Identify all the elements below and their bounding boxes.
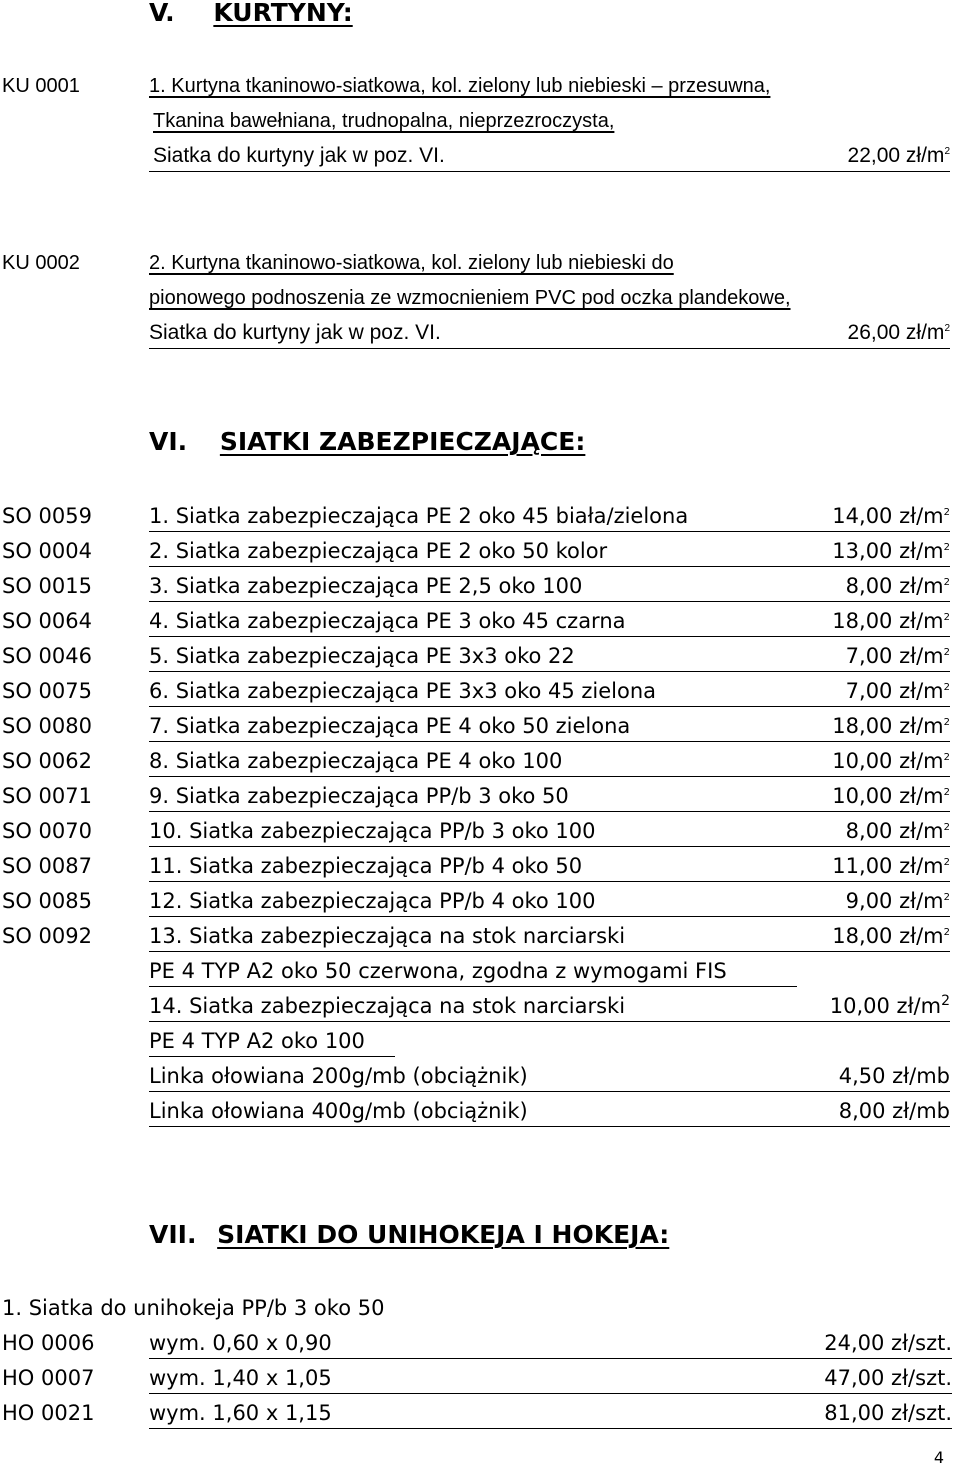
- page-number: 4: [933, 1448, 944, 1467]
- item-code: SO 0046: [2, 644, 92, 668]
- item-code: HO 0021: [2, 1401, 95, 1425]
- item-row: [149, 1330, 952, 1359]
- section-vi-title: SIATKI ZABEZPIECZAJĄCE:: [219, 427, 586, 456]
- item-price: 4,50 zł/mb: [838, 1064, 950, 1088]
- item-price-row: [149, 320, 950, 349]
- item-row: [149, 573, 950, 602]
- section-v-heading: [149, 0, 353, 28]
- item-label: 13. Siatka zabezpieczająca na stok narciarski: [149, 924, 626, 948]
- item-label: Linka ołowiana 400g/mb (obciążnik): [149, 1099, 528, 1123]
- item-price: 24,00 zł/szt.: [824, 1331, 952, 1355]
- item-row: [149, 538, 950, 567]
- section-vi-number: VI.: [149, 427, 188, 456]
- item-code: SO 0087: [2, 854, 92, 878]
- section-vii-heading: [149, 1220, 669, 1250]
- item-line: 1. Kurtyna tkaninowo-siatkowa, kol. zielony lub niebieski – przesuwna,: [149, 75, 771, 97]
- item-label: 7. Siatka zabezpieczająca PE 4 oko 50 zielona: [149, 714, 631, 738]
- item-price: 8,00 $zł/m^2$: [845, 574, 950, 598]
- item-label: PE 4 TYP A2 oko 100: [149, 1029, 365, 1053]
- item-label: 3. Siatka zabezpieczająca PE 2,5 oko 100: [149, 574, 583, 598]
- item-price: 9,00 $zł/m^2$: [845, 889, 950, 913]
- item-price: 13,00 $zł/m^2$: [832, 539, 950, 563]
- item-row: [149, 853, 950, 882]
- item-line: Tkanina bawełniana, trudnopalna, nieprzezroczysta,: [153, 110, 615, 132]
- item-line: 2. Kurtyna tkaninowo-siatkowa, kol. zielony lub niebieski do: [149, 252, 674, 274]
- item-label: wym. 1,60 x 1,15: [149, 1401, 332, 1425]
- item-price: 22,00 $zł/m^2$: [847, 144, 950, 167]
- item-price: 47,00 zł/szt.: [824, 1366, 952, 1390]
- section-vii-number: VII.: [149, 1220, 197, 1249]
- item-row: [149, 1063, 950, 1092]
- item-row: [149, 713, 950, 742]
- item-price: 7,00 $zł/m^2$: [845, 679, 950, 703]
- item-label: 6. Siatka zabezpieczająca PE 3x3 oko 45 zielona: [149, 679, 657, 703]
- item-code: KU 0002: [2, 252, 80, 274]
- section-vii-title: SIATKI DO UNIHOKEJA I HOKEJA:: [217, 1220, 670, 1249]
- item-row: [149, 783, 950, 812]
- item-code: SO 0015: [2, 574, 92, 598]
- item-row: [149, 643, 950, 672]
- subheading: 1. Siatka do unihokeja PP/b 3 oko 50: [2, 1296, 385, 1320]
- item-price: 18,00 $zł/m^2$: [832, 714, 950, 738]
- item-code: SO 0071: [2, 784, 92, 808]
- item-continuation-row: [149, 958, 797, 987]
- item-code: SO 0064: [2, 609, 92, 633]
- item-price: 7,00 $zł/m^2$: [845, 644, 950, 668]
- item-code: SO 0092: [2, 924, 92, 948]
- item-row: [149, 748, 950, 777]
- item-label: 8. Siatka zabezpieczająca PE 4 oko 100: [149, 749, 563, 773]
- item-label: wym. 1,40 x 1,05: [149, 1366, 332, 1390]
- item-code: SO 0080: [2, 714, 92, 738]
- item-row: [149, 503, 950, 532]
- item-price: 10,00 $zł/m^2$: [832, 749, 950, 773]
- item-code: HO 0007: [2, 1366, 95, 1390]
- item-row: [149, 1365, 952, 1394]
- item-label: 10. Siatka zabezpieczająca PP/b 3 oko 100: [149, 819, 596, 843]
- item-code: KU 0001: [2, 75, 80, 97]
- item-code: SO 0075: [2, 679, 92, 703]
- section-v-title: KURTYNY:: [213, 0, 353, 27]
- item-price: 26,00 $zł/m^2$: [847, 321, 950, 344]
- item-price: 18,00 $zł/m^2$: [832, 609, 950, 633]
- item-row: [149, 888, 950, 917]
- section-v-number: V.: [149, 0, 175, 27]
- item-row: [149, 993, 950, 1022]
- item-price-row: [149, 143, 950, 172]
- item-continuation-row: [149, 1028, 395, 1057]
- item-label: Linka ołowiana 200g/mb (obciążnik): [149, 1064, 528, 1088]
- item-label: wym. 0,60 x 0,90: [149, 1331, 332, 1355]
- item-label: 14. Siatka zabezpieczająca na stok narciarski: [149, 994, 626, 1018]
- item-line: Siatka do kurtyny jak w poz. VI.: [153, 144, 445, 167]
- item-code: SO 0059: [2, 504, 92, 528]
- item-line: Siatka do kurtyny jak w poz. VI.: [149, 321, 441, 344]
- item-price: 8,00 $zł/m^2$: [845, 819, 950, 843]
- item-label: 5. Siatka zabezpieczająca PE 3x3 oko 22: [149, 644, 575, 668]
- item-row: [149, 678, 950, 707]
- item-row: [149, 923, 950, 952]
- item-price: 10,00 $zł/m^2$: [832, 784, 950, 808]
- item-price: 10,00 $zł/m^2$: [829, 993, 950, 1018]
- item-label: 2. Siatka zabezpieczająca PE 2 oko 50 kolor: [149, 539, 608, 563]
- item-price: 81,00 zł/szt.: [824, 1401, 952, 1425]
- item-row: [149, 608, 950, 637]
- item-code: SO 0062: [2, 749, 92, 773]
- item-label: 9. Siatka zabezpieczająca PP/b 3 oko 50: [149, 784, 569, 808]
- item-code: SO 0070: [2, 819, 92, 843]
- item-row: [149, 1098, 950, 1127]
- item-code: SO 0085: [2, 889, 92, 913]
- item-row: [149, 1400, 952, 1429]
- item-price: 18,00 $zł/m^2$: [832, 924, 950, 948]
- item-price: 8,00 zł/mb: [838, 1099, 950, 1123]
- item-label: PE 4 TYP A2 oko 50 czerwona, zgodna z wymogami FIS: [149, 959, 727, 983]
- item-label: 1. Siatka zabezpieczająca PE 2 oko 45 biała/zielona: [149, 504, 689, 528]
- item-label: 11. Siatka zabezpieczająca PP/b 4 oko 50: [149, 854, 583, 878]
- item-code: HO 0006: [2, 1331, 95, 1355]
- section-vi-heading: [149, 427, 585, 457]
- item-price: 14,00 $zł/m^2$: [832, 504, 950, 528]
- item-label: 4. Siatka zabezpieczająca PE 3 oko 45 czarna: [149, 609, 626, 633]
- item-line: pionowego podnoszenia ze wzmocnieniem PVC pod oczka plandekowe,: [149, 287, 791, 309]
- item-code: SO 0004: [2, 539, 92, 563]
- item-price: 11,00 $zł/m^2$: [832, 854, 950, 878]
- item-label: 12. Siatka zabezpieczająca PP/b 4 oko 100: [149, 889, 596, 913]
- item-row: [149, 818, 950, 847]
